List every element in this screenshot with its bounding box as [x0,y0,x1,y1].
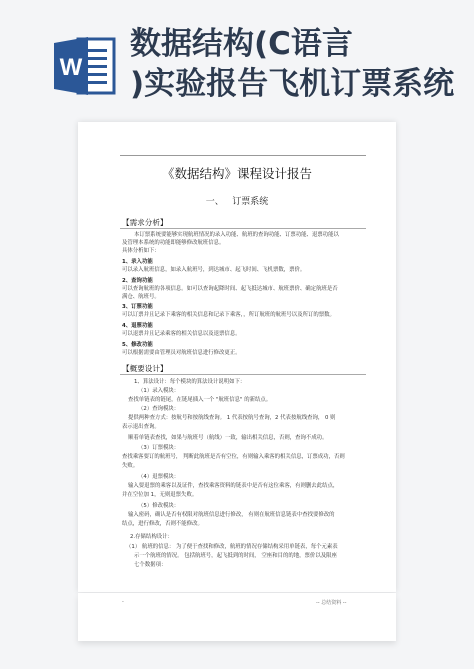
doc-line: 输入要退票的乘客以及证件，查找乘客资料的链表中是否有这位乘客，有则删去此结点， [128,483,339,489]
section1-rule [120,228,366,229]
doc-line: 提供两种查方式：按航号和按航线查询。 1 代表按航号查询，2 代表按航线查询， 0 则 [128,415,336,421]
doc-line: （3）订票模块： [138,445,180,451]
doc-line: （1） 航班的信息： 为了便于查找和修改，航班的情况存储结构采用单链表，每个元素表 [126,544,338,550]
word-document-icon [52,33,118,99]
document-page [78,122,396,592]
top-rule [120,155,366,156]
doc-line: （2）查询模块： [138,406,180,412]
word-icon-letter: W [59,54,83,81]
doc-line: （4）退票模块： [138,474,180,480]
doc-line: 4、退票功能 [122,323,153,329]
doc-line: （5）修改模块： [138,503,180,509]
doc-line: 具体分析如下： [122,248,160,254]
page-title [130,24,474,104]
footer-left-mark: - [122,599,124,605]
doc-line: 本订票系统要能够实现航班情况的录入功能、航班的查询功能、订票功能、退票功能以 [134,232,339,238]
doc-line: 可以根据需要由管理员对航班信息进行修改更正。 [122,350,241,356]
section2-rule [120,374,366,375]
title-line-2: )实验报告飞机订票系统 [130,66,455,102]
doc-line: 结点，进行修改，否则不能修改。 [122,521,203,527]
doc-line: 及管理本系统的功能即能够修改航班信息。 [122,240,225,246]
section-heading-requirements: 【需求分析】 [122,218,168,227]
doc-line: 顺着单链表查找，如果与航班号（航线）一致，输出相关信息，否则，查询不成功。 [128,435,328,441]
doc-line: 输入密码，确认是否有权限对航班信息进行修改， 有则在航班信息链表中查找要修改的 [128,512,335,518]
doc-line: 2、查询功能 [122,278,153,284]
doc-line: 示一个航班的情况。 包括航班号，起飞抵到的时间， 空座和目的的地，票价以及限座 [134,553,337,559]
title-line-1: 数据结构(C语言 [130,26,353,62]
header-banner [0,0,474,118]
doc-line: 5、修改功能 [122,342,153,348]
doc-line: 满仓、航班号。 [122,294,160,300]
doc-line: （1）录入模块： [138,388,180,394]
doc-line: 表示退出查询。 [122,424,160,430]
doc-line: 可以录入航班信息，如录入航班号，到达城市、起飞时间、飞机票数，票价。 [122,267,306,273]
doc-line: 可以退票并且记录乘客的相关信息以及退票信息。 [122,331,241,337]
document-page-footer [78,593,396,641]
doc-line: 可以订票并且记录下乘客的相关信息和记录下乘客，，所订航班的航班号以及所订的票数。 [122,312,335,318]
doc-line: 可以查询航班的各项信息。如可以查询起降时间、起飞抵达城市、航班票价、确定航班是否 [122,286,338,292]
doc-line: 1、算法设计：每个模块的算法设计说明如下： [134,379,246,385]
footer-right-text: -- 总结资料 -- [316,600,347,606]
section-heading-outline: 【概要设计】 [122,364,168,373]
document-title: 《数据结构》课程设计报告 [161,166,312,181]
doc-line: 1、录入功能 [122,259,153,265]
doc-line: 并在空位加 1，无则退票失败。 [122,492,198,498]
doc-line: 2.存储结构设计： [130,534,173,540]
doc-line: 3、订票功能 [122,304,153,310]
document-subtitle: 一、 订票系统 [205,197,269,207]
doc-line: 七个数据项： [134,562,167,568]
doc-line: 查找单链表的链尾，在链尾插入一个 "航班信息" 的新结点。 [128,397,272,403]
doc-line: 失败。 [122,463,139,469]
doc-line: 查找乘客要订的航班号， 判断此航班是否有空位，有则输入乘客的相关信息，订票成功，否则 [122,454,345,460]
